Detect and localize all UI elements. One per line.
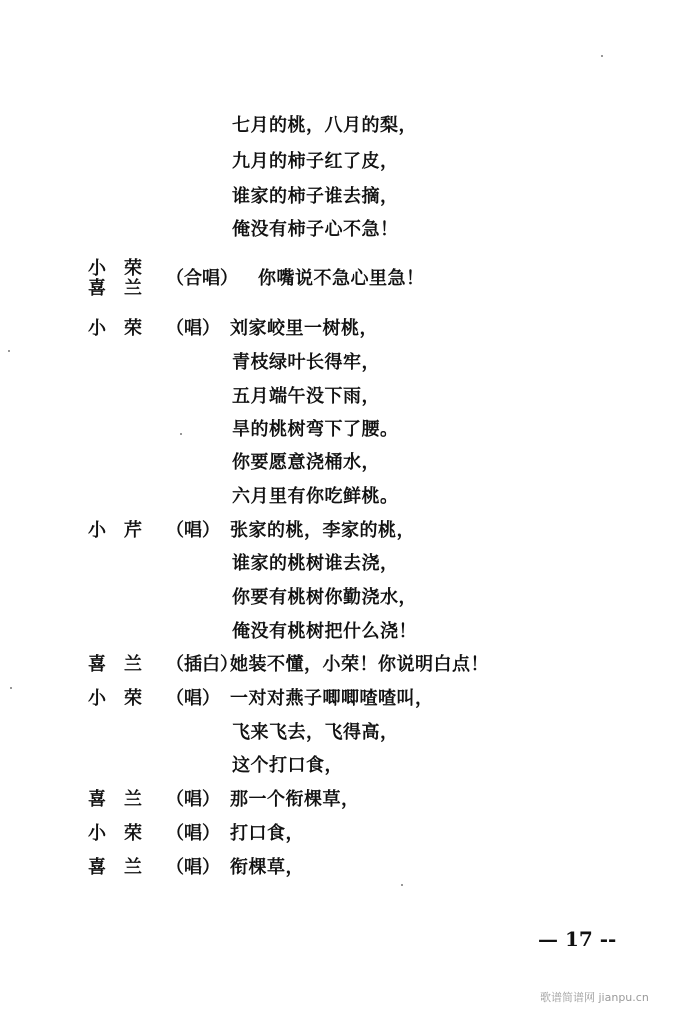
verse-line: 一对对燕子唧唧喳喳叫，	[230, 688, 434, 709]
scan-speck	[180, 433, 182, 435]
verse-line: 五月端午没下雨，	[232, 386, 380, 407]
verse-line: 刘家峧里一树桃，	[230, 318, 378, 339]
verse-line: 七月的桃，八月的梨，	[232, 115, 417, 136]
verse-line: 俺没有桃树把什么浇！	[232, 621, 417, 642]
speaker-name: 喜兰	[88, 278, 160, 299]
spoken-line: 她装不懂，小荣！你说明白点！	[230, 654, 489, 675]
verse-line: 青枝绿叶长得牢，	[232, 352, 380, 373]
speaker-joint	[88, 259, 158, 299]
verse-line: 飞来飞去，飞得高，	[232, 722, 399, 743]
speaker-name: 喜兰	[88, 654, 160, 675]
stage-direction: （插白）	[166, 654, 238, 675]
verse-line: 你要有桃树你勤浇水，	[232, 587, 417, 608]
stage-direction: （唱）	[166, 688, 220, 709]
verse-line: 张家的桃，李家的桃，	[230, 520, 415, 541]
scan-speck	[8, 350, 10, 352]
speaker-name: 喜兰	[88, 789, 160, 810]
stage-direction: （唱）	[166, 318, 220, 339]
stage-direction: （唱）	[166, 857, 220, 878]
stage-direction: （唱）	[166, 823, 220, 844]
speaker-name: 小荣	[88, 258, 160, 279]
scan-speck	[401, 884, 403, 886]
watermark: 歌谱简谱网 jianpu.cn	[540, 991, 649, 1004]
page-number: — 17 --	[538, 927, 617, 951]
stage-direction: （合唱）	[166, 268, 238, 289]
verse-line: 谁家的桃树谁去浇，	[232, 553, 399, 574]
verse-line: 你嘴说不急心里急！	[258, 268, 425, 289]
stage-direction: （唱）	[166, 520, 220, 541]
verse-line: 谁家的柿子谁去摘，	[232, 186, 399, 207]
speaker-name: 小荣	[88, 688, 160, 709]
verse-line: 六月里有你吃鲜桃。	[232, 486, 399, 507]
speaker-name: 小荣	[88, 823, 160, 844]
verse-line: 俺没有柿子心不急！	[232, 219, 399, 240]
verse-line: 九月的柿子红了皮，	[232, 151, 399, 172]
verse-line: 衔棵草，	[230, 857, 304, 878]
speaker-name: 喜兰	[88, 857, 160, 878]
stage-direction: （唱）	[166, 789, 220, 810]
speaker-name: 小荣	[88, 318, 160, 339]
verse-line: 这个打口食，	[232, 755, 343, 776]
scan-speck	[601, 55, 603, 57]
verse-line: 你要愿意浇桶水，	[232, 452, 380, 473]
speaker-name: 小芹	[88, 520, 160, 541]
verse-line: 那一个衔棵草，	[230, 789, 360, 810]
verse-line: 旱的桃树弯下了腰。	[232, 419, 399, 440]
scan-speck	[10, 687, 12, 689]
verse-line: 打口食，	[230, 823, 304, 844]
